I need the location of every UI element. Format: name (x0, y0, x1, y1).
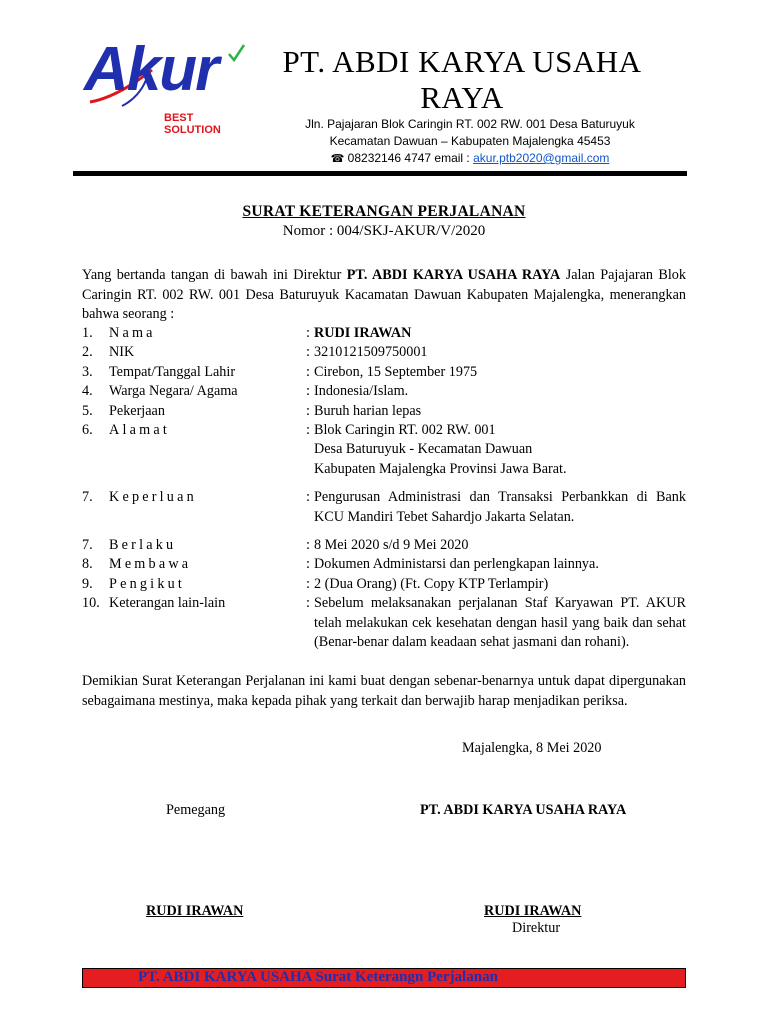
item-label: Keperluan (109, 489, 197, 506)
address-line1: Jln. Pajajaran Blok Caringin RT. 002 RW. 001 Desa Baturuyuk (305, 117, 635, 131)
item-number: 7. (82, 489, 93, 506)
item-value: 8 Mei 2020 s/d 9 Mei 2020 (314, 537, 469, 554)
company-title (262, 44, 662, 116)
email-link[interactable]: akur.ptb2020@gmail.com (473, 151, 610, 165)
item-colon: : (306, 325, 310, 341)
item-colon: : (306, 556, 310, 573)
list-item (82, 363, 686, 382)
address-value-line2: Desa Baturuyuk - Kecamatan Dawuan (314, 441, 533, 458)
director-name: RUDI IRAWAN (484, 903, 582, 919)
item-number: 2. (82, 344, 93, 361)
footer-text: PT. ABDI KARYA USAHA Surat Keterangn Perjalanan (138, 969, 498, 985)
item-number: 6. (82, 422, 93, 439)
item-colon: : (306, 595, 310, 612)
intro-pre: Yang bertanda tangan di bawah ini Direktur (82, 267, 347, 283)
company-title-line1: PT. ABDI KARYA USAHA (282, 44, 642, 79)
item-number: 5. (82, 402, 93, 419)
holder-label: Pemegang (166, 802, 226, 818)
list-item (82, 575, 686, 594)
address-line2: Kecamatan Dawuan – Kabupaten Majalengka 45453 (329, 134, 611, 148)
item-number: 3. (82, 363, 93, 380)
item-label: Tempat/Tanggal Lahir (109, 363, 236, 380)
item-value: 2 (Dua Orang) (Ft. Copy KTP Terlampir) (314, 575, 549, 592)
list-item (82, 594, 686, 652)
intro-company: PT. ABDI KARYA USAHA RAYA (346, 267, 561, 283)
item-value: Sebelum melaksanakan perjalanan Staf Karyawan PT. AKUR telah melakukan cek kesehatan dengan hasil yang baik dan sehat (Benar-benar dalam keadaan sehat jasmani dan rohani). (314, 595, 686, 651)
company-address (270, 116, 670, 168)
item-colon: : (306, 422, 310, 439)
item-label: Alamat (109, 422, 170, 439)
document-number: Nomor : 004/SKJ-AKUR/V/2020 (282, 223, 486, 239)
item-label: Keterangan lain-lain (109, 595, 226, 612)
closing-paragraph: Demikian Surat Keterangan Perjalanan ini kami buat dengan sebenar-benarnya untuk dapat dipergunakan sebagaimana mestinya, maka kepada pihak yang terkait dan berwajib harap menjadikan periksa. (82, 673, 686, 709)
item-value (314, 421, 686, 479)
company-title-line2: RAYA (420, 80, 504, 115)
item-colon: : (306, 344, 310, 361)
item-number: 1. (82, 325, 93, 341)
item-colon: : (306, 489, 310, 506)
item-colon: : (306, 363, 310, 380)
item-value: Buruh harian lepas (314, 402, 422, 419)
item-label: Warga Negara/ Agama (109, 383, 238, 400)
list-item (82, 536, 686, 555)
item-value: RUDI IRAWAN (314, 325, 412, 341)
list-item (82, 555, 686, 574)
item-number: 10. (82, 595, 100, 612)
address-value-line3: Kabupaten Majalengka Provinsi Jawa Barat. (314, 460, 567, 477)
list-item (82, 421, 686, 479)
item-label: Berlaku (109, 537, 177, 554)
telephone-icon: ☎ (330, 153, 345, 165)
company-logo (82, 35, 252, 136)
item-colon: : (306, 537, 310, 554)
item-colon: : (306, 402, 310, 419)
list-item (82, 402, 686, 421)
item-number: 8. (82, 556, 93, 573)
list-item (82, 324, 686, 343)
detail-list (82, 324, 686, 653)
director-title: Direktur (512, 920, 561, 936)
list-item (82, 488, 686, 527)
place-date: Majalengka, 8 Mei 2020 (462, 740, 602, 756)
item-label: NIK (109, 344, 135, 361)
item-colon: : (306, 575, 310, 592)
item-number: 9. (82, 575, 93, 592)
document-title: SURAT KETERANGAN PERJALANAN (242, 203, 526, 220)
contact-line (270, 150, 670, 168)
item-number: 4. (82, 383, 93, 400)
item-value: 3210121509750001 (314, 344, 428, 361)
intro-post: Jalan Pajajaran Blok Caringin RT. 002 RW. 001 Desa Baturuyuk Kacamatan Dawuan Kabupaten Majalengka, menerangkan bahwa seorang : (82, 267, 686, 323)
item-number: 7. (82, 537, 93, 554)
item-label: Membawa (109, 556, 192, 573)
list-item (82, 343, 686, 362)
header-divider (73, 171, 687, 176)
list-item (82, 382, 686, 401)
logo-tagline: BEST SOLUTION (164, 112, 221, 136)
company-signatory: PT. ABDI KARYA USAHA RAYA (420, 802, 627, 818)
item-label: Nama (109, 325, 156, 341)
item-value: Indonesia/Islam. (314, 383, 409, 400)
item-label: Pekerjaan (109, 402, 165, 419)
item-value: Cirebon, 15 September 1975 (314, 363, 478, 380)
logo-wordmark: Akur (84, 35, 218, 104)
phone-text: 08232146 4747 email : (347, 151, 474, 165)
address-value-line1: Blok Caringin RT. 002 RW. 001 (314, 422, 496, 439)
item-label: Pengikut (109, 575, 186, 592)
holder-name: RUDI IRAWAN (146, 903, 244, 919)
item-value: Pengurusan Administrasi dan Transaksi Perbankkan di Bank KCU Mandiri Tebet Sahardjo Jakarta Selatan. (314, 489, 686, 525)
intro-paragraph (82, 266, 686, 325)
item-value: Dokumen Administarsi dan perlengkapan lainnya. (314, 556, 599, 573)
item-colon: : (306, 383, 310, 400)
